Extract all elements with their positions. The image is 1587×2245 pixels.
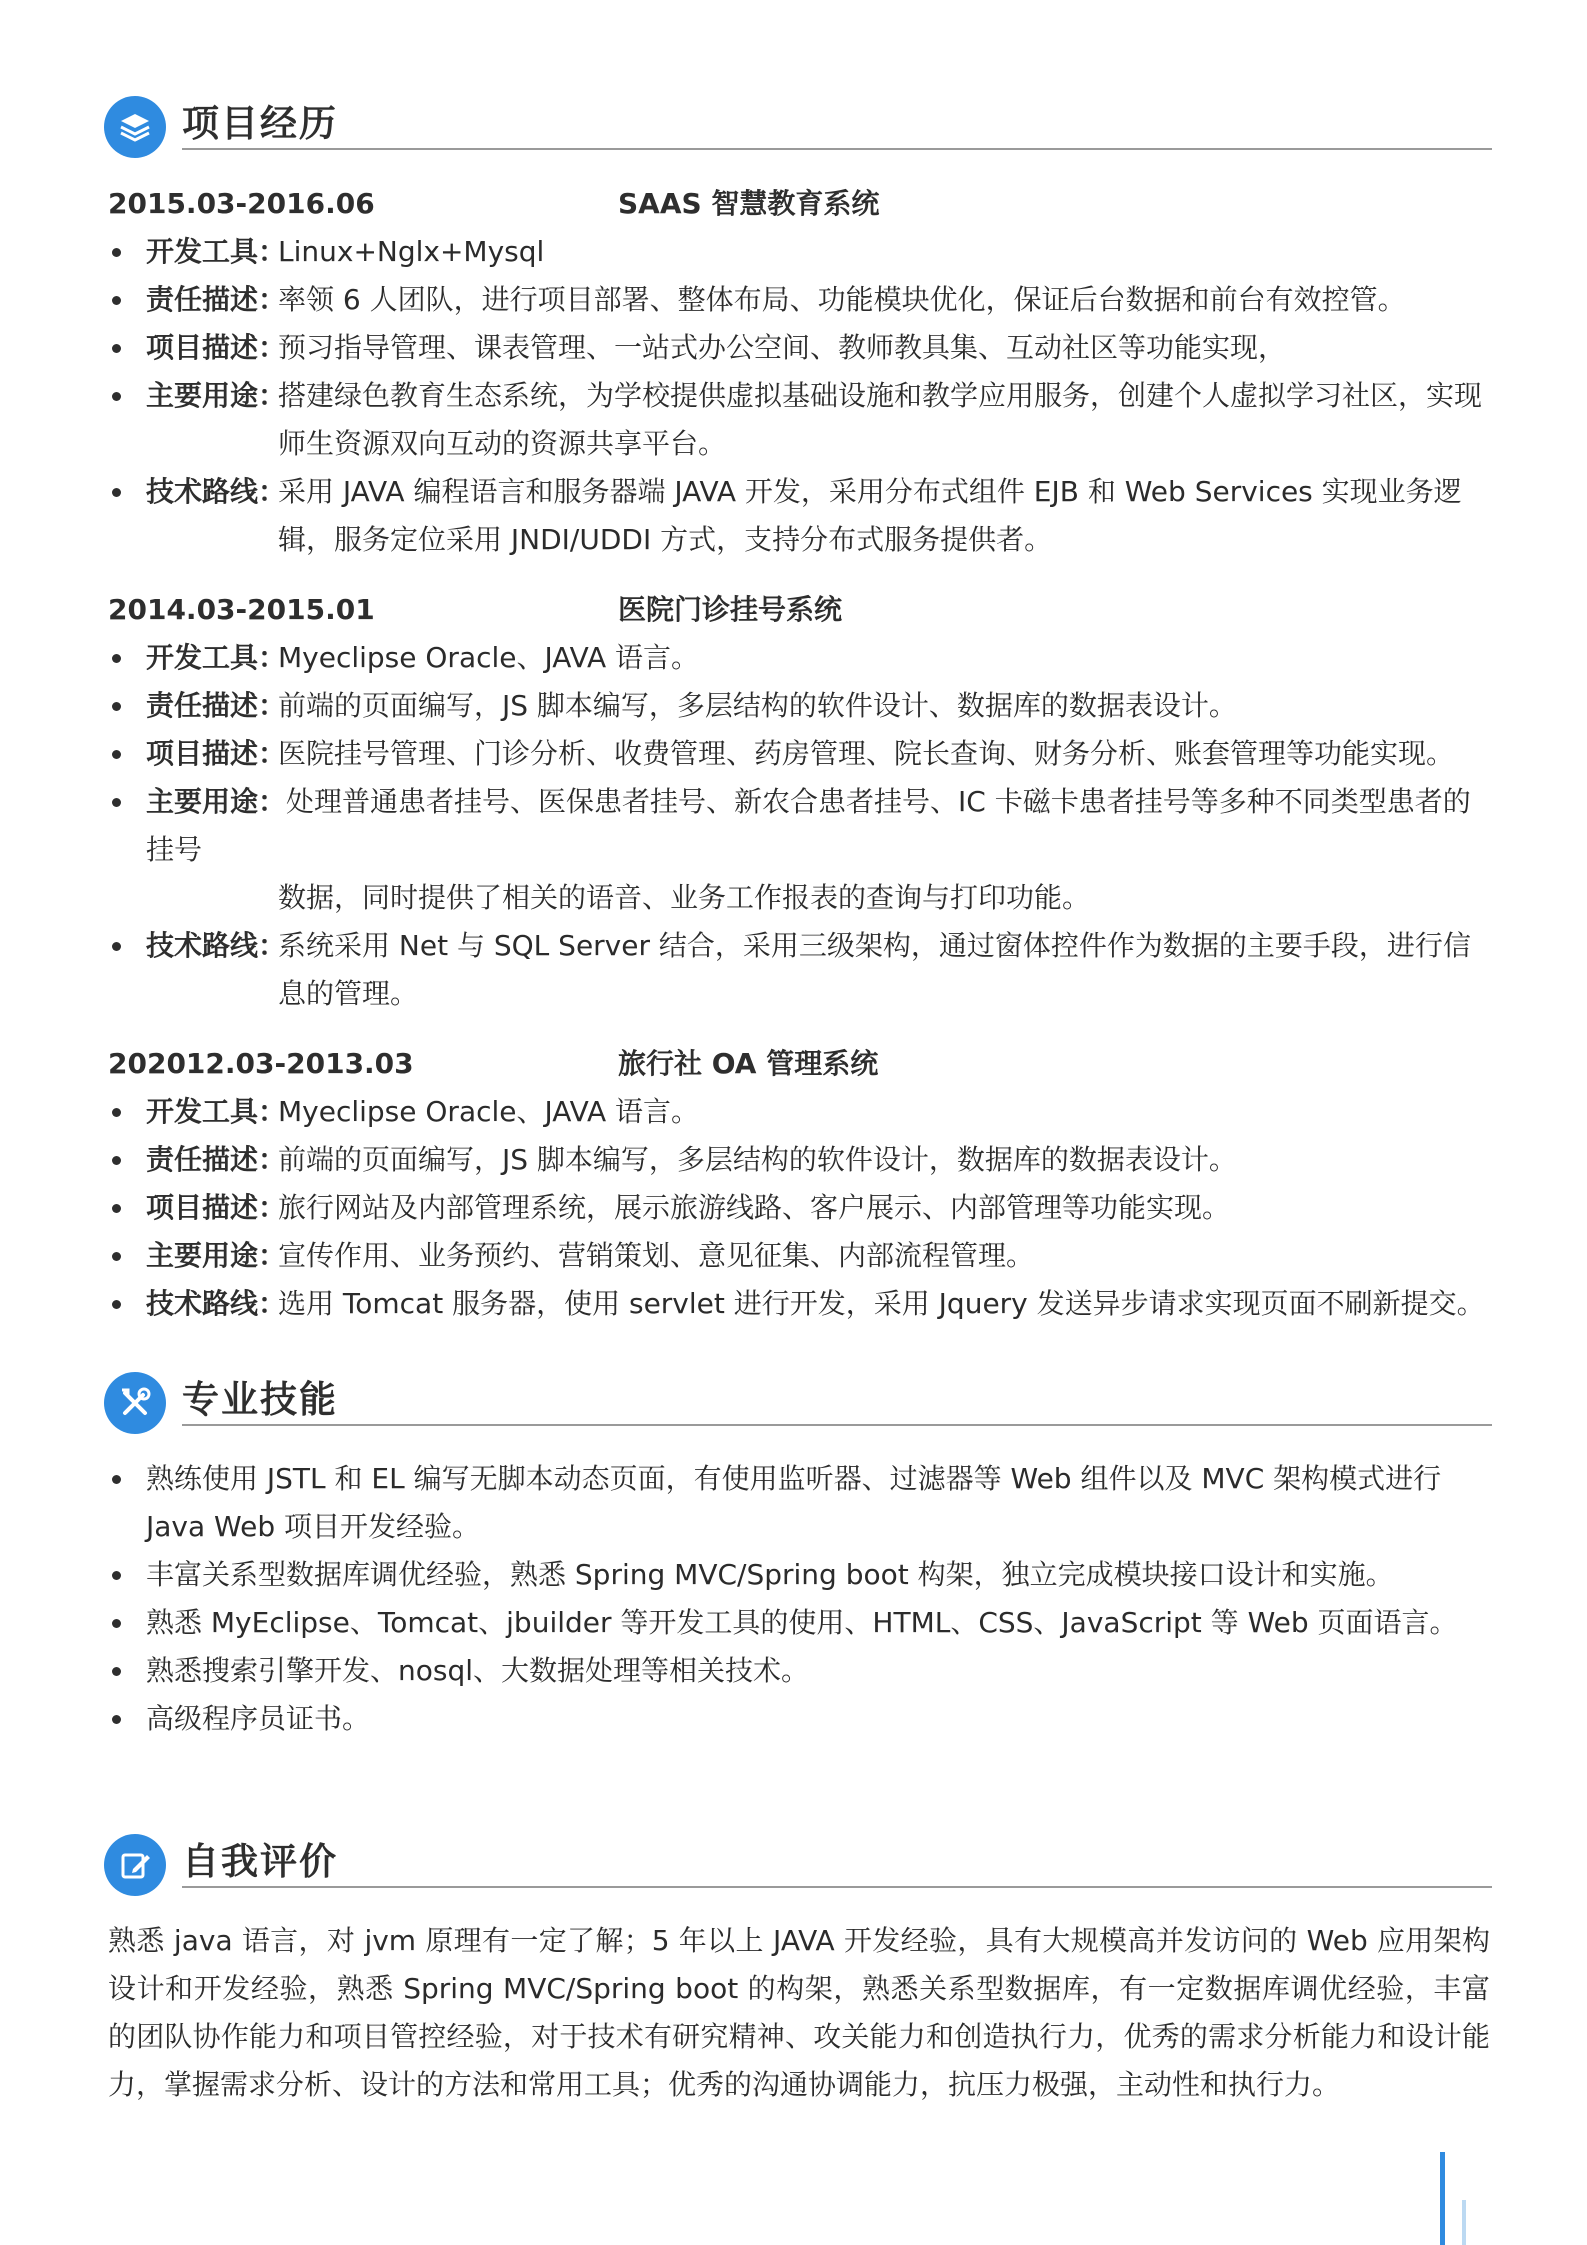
project-row — [108, 276, 1490, 324]
bullet-icon — [112, 1108, 121, 1117]
row-text: 前端的页面编写，JS 脚本编写，多层结构的软件设计、数据库的数据表设计。 — [278, 689, 1237, 722]
row-label: 主要用途： — [146, 1239, 287, 1272]
project-header — [108, 586, 1490, 634]
row-text: 预习指导管理、课表管理、一站式办公空间、教师教具集、互动社区等功能实现， — [278, 331, 1287, 364]
row-text: 处理普通患者挂号、医保患者挂号、新农合患者挂号、IC 卡磁卡患者挂号等多种不同类型患者的挂号 — [146, 785, 1471, 866]
tools-icon — [104, 1372, 166, 1434]
skill-text: 熟悉搜索引擎开发、nosql、大数据处理等相关技术。 — [146, 1654, 810, 1687]
row-label: 开发工具： — [146, 235, 287, 268]
row-text: 采用 JAVA 编程语言和服务器端 JAVA 开发，采用分布式组件 EJB 和 Web Services 实现业务逻辑，服务定位采用 JNDI/UDDI 方式，支持分布式服务提供者。 — [278, 475, 1462, 556]
bullet-icon — [112, 1252, 121, 1261]
project-name: SAAS 智慧教育系统 — [618, 187, 880, 220]
bullet-icon — [112, 654, 121, 663]
bullet-icon — [112, 1571, 121, 1580]
skill-item — [108, 1599, 1490, 1647]
row-text: 医院挂号管理、门诊分析、收费管理、药房管理、院长查询、财务分析、账套管理等功能实现。 — [278, 737, 1455, 770]
row-label: 主要用途： — [146, 785, 287, 818]
row-text: 前端的页面编写，JS 脚本编写，多层结构的软件设计，数据库的数据表设计。 — [278, 1143, 1237, 1176]
row-text: 选用 Tomcat 服务器，使用 servlet 进行开发，采用 Jquery 发送异步请求实现页面不刷新提交。 — [278, 1287, 1485, 1320]
row-label: 开发工具： — [146, 641, 287, 674]
row-label: 项目描述： — [146, 737, 287, 770]
project-row — [108, 468, 1490, 564]
bullet-icon — [112, 1204, 121, 1213]
row-text: Myeclipse Oracle、JAVA 语言。 — [278, 641, 700, 674]
bullet-icon — [112, 1667, 121, 1676]
project-row — [108, 324, 1490, 372]
bullet-icon — [112, 702, 121, 711]
decorative-bar — [1462, 2200, 1466, 2245]
skill-text: 熟练使用 JSTL 和 EL 编写无脚本动态页面，有使用监听器、过滤器等 Web 组件以及 MVC 架构模式进行 Java Web 项目开发经验。 — [146, 1462, 1442, 1543]
row-text: 系统采用 Net 与 SQL Server 结合，采用三级架构，通过窗体控件作为数据的主要手段，进行信息的管理。 — [278, 929, 1471, 1010]
bullet-icon — [112, 1475, 121, 1484]
skill-text: 熟悉 MyEclipse、Tomcat、jbuilder 等开发工具的使用、HTML、CSS、JavaScript 等 Web 页面语言。 — [146, 1606, 1458, 1639]
row-text: 率领 6 人团队，进行项目部署、整体布局、功能模块优化，保证后台数据和前台有效控管。 — [278, 283, 1406, 316]
row-label: 主要用途： — [146, 379, 287, 412]
layers-icon — [104, 96, 166, 158]
projects-list — [108, 180, 1490, 1328]
bullet-icon — [112, 750, 121, 759]
section-title: 自我评价 — [182, 1840, 338, 1883]
project-entry — [108, 1040, 1490, 1328]
row-text: Myeclipse Oracle、JAVA 语言。 — [278, 1095, 700, 1128]
project-date: 202012.03-2013.03 — [108, 1047, 414, 1080]
row-text: 旅行网站及内部管理系统，展示旅游线路、客户展示、内部管理等功能实现。 — [278, 1191, 1231, 1224]
skill-item — [108, 1455, 1490, 1551]
skills-list — [108, 1455, 1490, 1743]
row-label: 责任描述： — [146, 283, 287, 316]
bullet-icon — [112, 248, 121, 257]
row-label: 技术路线： — [146, 475, 287, 508]
projects-section-header — [104, 96, 1492, 162]
row-continuation: 数据，同时提供了相关的语音、业务工作报表的查询与打印功能。 — [278, 881, 1091, 914]
row-text: 宣传作用、业务预约、营销策划、意见征集、内部流程管理。 — [278, 1239, 1035, 1272]
project-row — [108, 228, 1490, 276]
row-label: 技术路线： — [146, 1287, 287, 1320]
project-row — [108, 1136, 1490, 1184]
decorative-bar — [1440, 2152, 1445, 2245]
bullet-icon — [112, 296, 121, 305]
project-row — [108, 1280, 1490, 1328]
project-entry — [108, 180, 1490, 564]
bullet-icon — [112, 1300, 121, 1309]
bullet-icon — [112, 344, 121, 353]
project-entry — [108, 586, 1490, 1018]
bullet-icon — [112, 488, 121, 497]
section-title: 项目经历 — [182, 102, 338, 145]
project-row — [108, 778, 1490, 922]
project-row — [108, 634, 1490, 682]
project-row — [108, 1088, 1490, 1136]
project-row — [108, 1232, 1490, 1280]
project-name: 医院门诊挂号系统 — [618, 593, 843, 626]
skill-item — [108, 1647, 1490, 1695]
section-divider — [182, 148, 1492, 150]
project-header — [108, 180, 1490, 228]
bullet-icon — [112, 1156, 121, 1165]
bullet-icon — [112, 942, 121, 951]
row-label: 项目描述： — [146, 331, 287, 364]
row-label: 责任描述： — [146, 1143, 287, 1176]
self-eval-paragraph: 熟悉 java 语言，对 jvm 原理有一定了解；5 年以上 JAVA 开发经验，具有大规模高并发访问的 Web 应用架构设计和开发经验，熟悉 Spring MVC/Spring boot 的构架，熟悉关系型数据库，有一定数据库调优经验，丰富的团队协作能力和项目管控经验，对于技术有研究精神、攻关能力和创造执行力，优秀的需求分析能力和设计能力，掌握需求分析、设计的方法和常用工具；优秀的沟通协调能力，抗压力极强，主动性和执行力。 — [108, 1924, 1490, 2101]
project-row — [108, 372, 1490, 468]
project-row — [108, 730, 1490, 778]
row-label: 技术路线： — [146, 929, 287, 962]
row-text: Linux+Nglx+Mysql — [278, 235, 545, 268]
row-text: 搭建绿色教育生态系统，为学校提供虚拟基础设施和教学应用服务，创建个人虚拟学习社区，实现师生资源双向互动的资源共享平台。 — [278, 379, 1483, 460]
project-row — [108, 1184, 1490, 1232]
bullet-icon — [112, 798, 121, 807]
self-eval-section-header — [104, 1834, 1492, 1900]
skill-text: 丰富关系型数据库调优经验，熟悉 Spring MVC/Spring boot 构架，独立完成模块接口设计和实施。 — [146, 1558, 1394, 1591]
project-header — [108, 1040, 1490, 1088]
row-label: 责任描述： — [146, 689, 287, 722]
row-label: 项目描述： — [146, 1191, 287, 1224]
bullet-icon — [112, 1619, 121, 1628]
bullet-icon — [112, 392, 121, 401]
project-row — [108, 682, 1490, 730]
section-divider — [182, 1886, 1492, 1888]
skill-item — [108, 1551, 1490, 1599]
project-row — [108, 922, 1490, 1018]
edit-icon — [104, 1834, 166, 1896]
skill-item — [108, 1695, 1490, 1743]
skill-text: 高级程序员证书。 — [146, 1702, 371, 1735]
section-title: 专业技能 — [182, 1378, 338, 1421]
project-name: 旅行社 OA 管理系统 — [618, 1047, 879, 1080]
project-date: 2014.03-2015.01 — [108, 593, 375, 626]
bullet-icon — [112, 1715, 121, 1724]
project-date: 2015.03-2016.06 — [108, 187, 375, 220]
row-label: 开发工具： — [146, 1095, 287, 1128]
skills-section-header — [104, 1372, 1492, 1438]
section-divider — [182, 1424, 1492, 1426]
